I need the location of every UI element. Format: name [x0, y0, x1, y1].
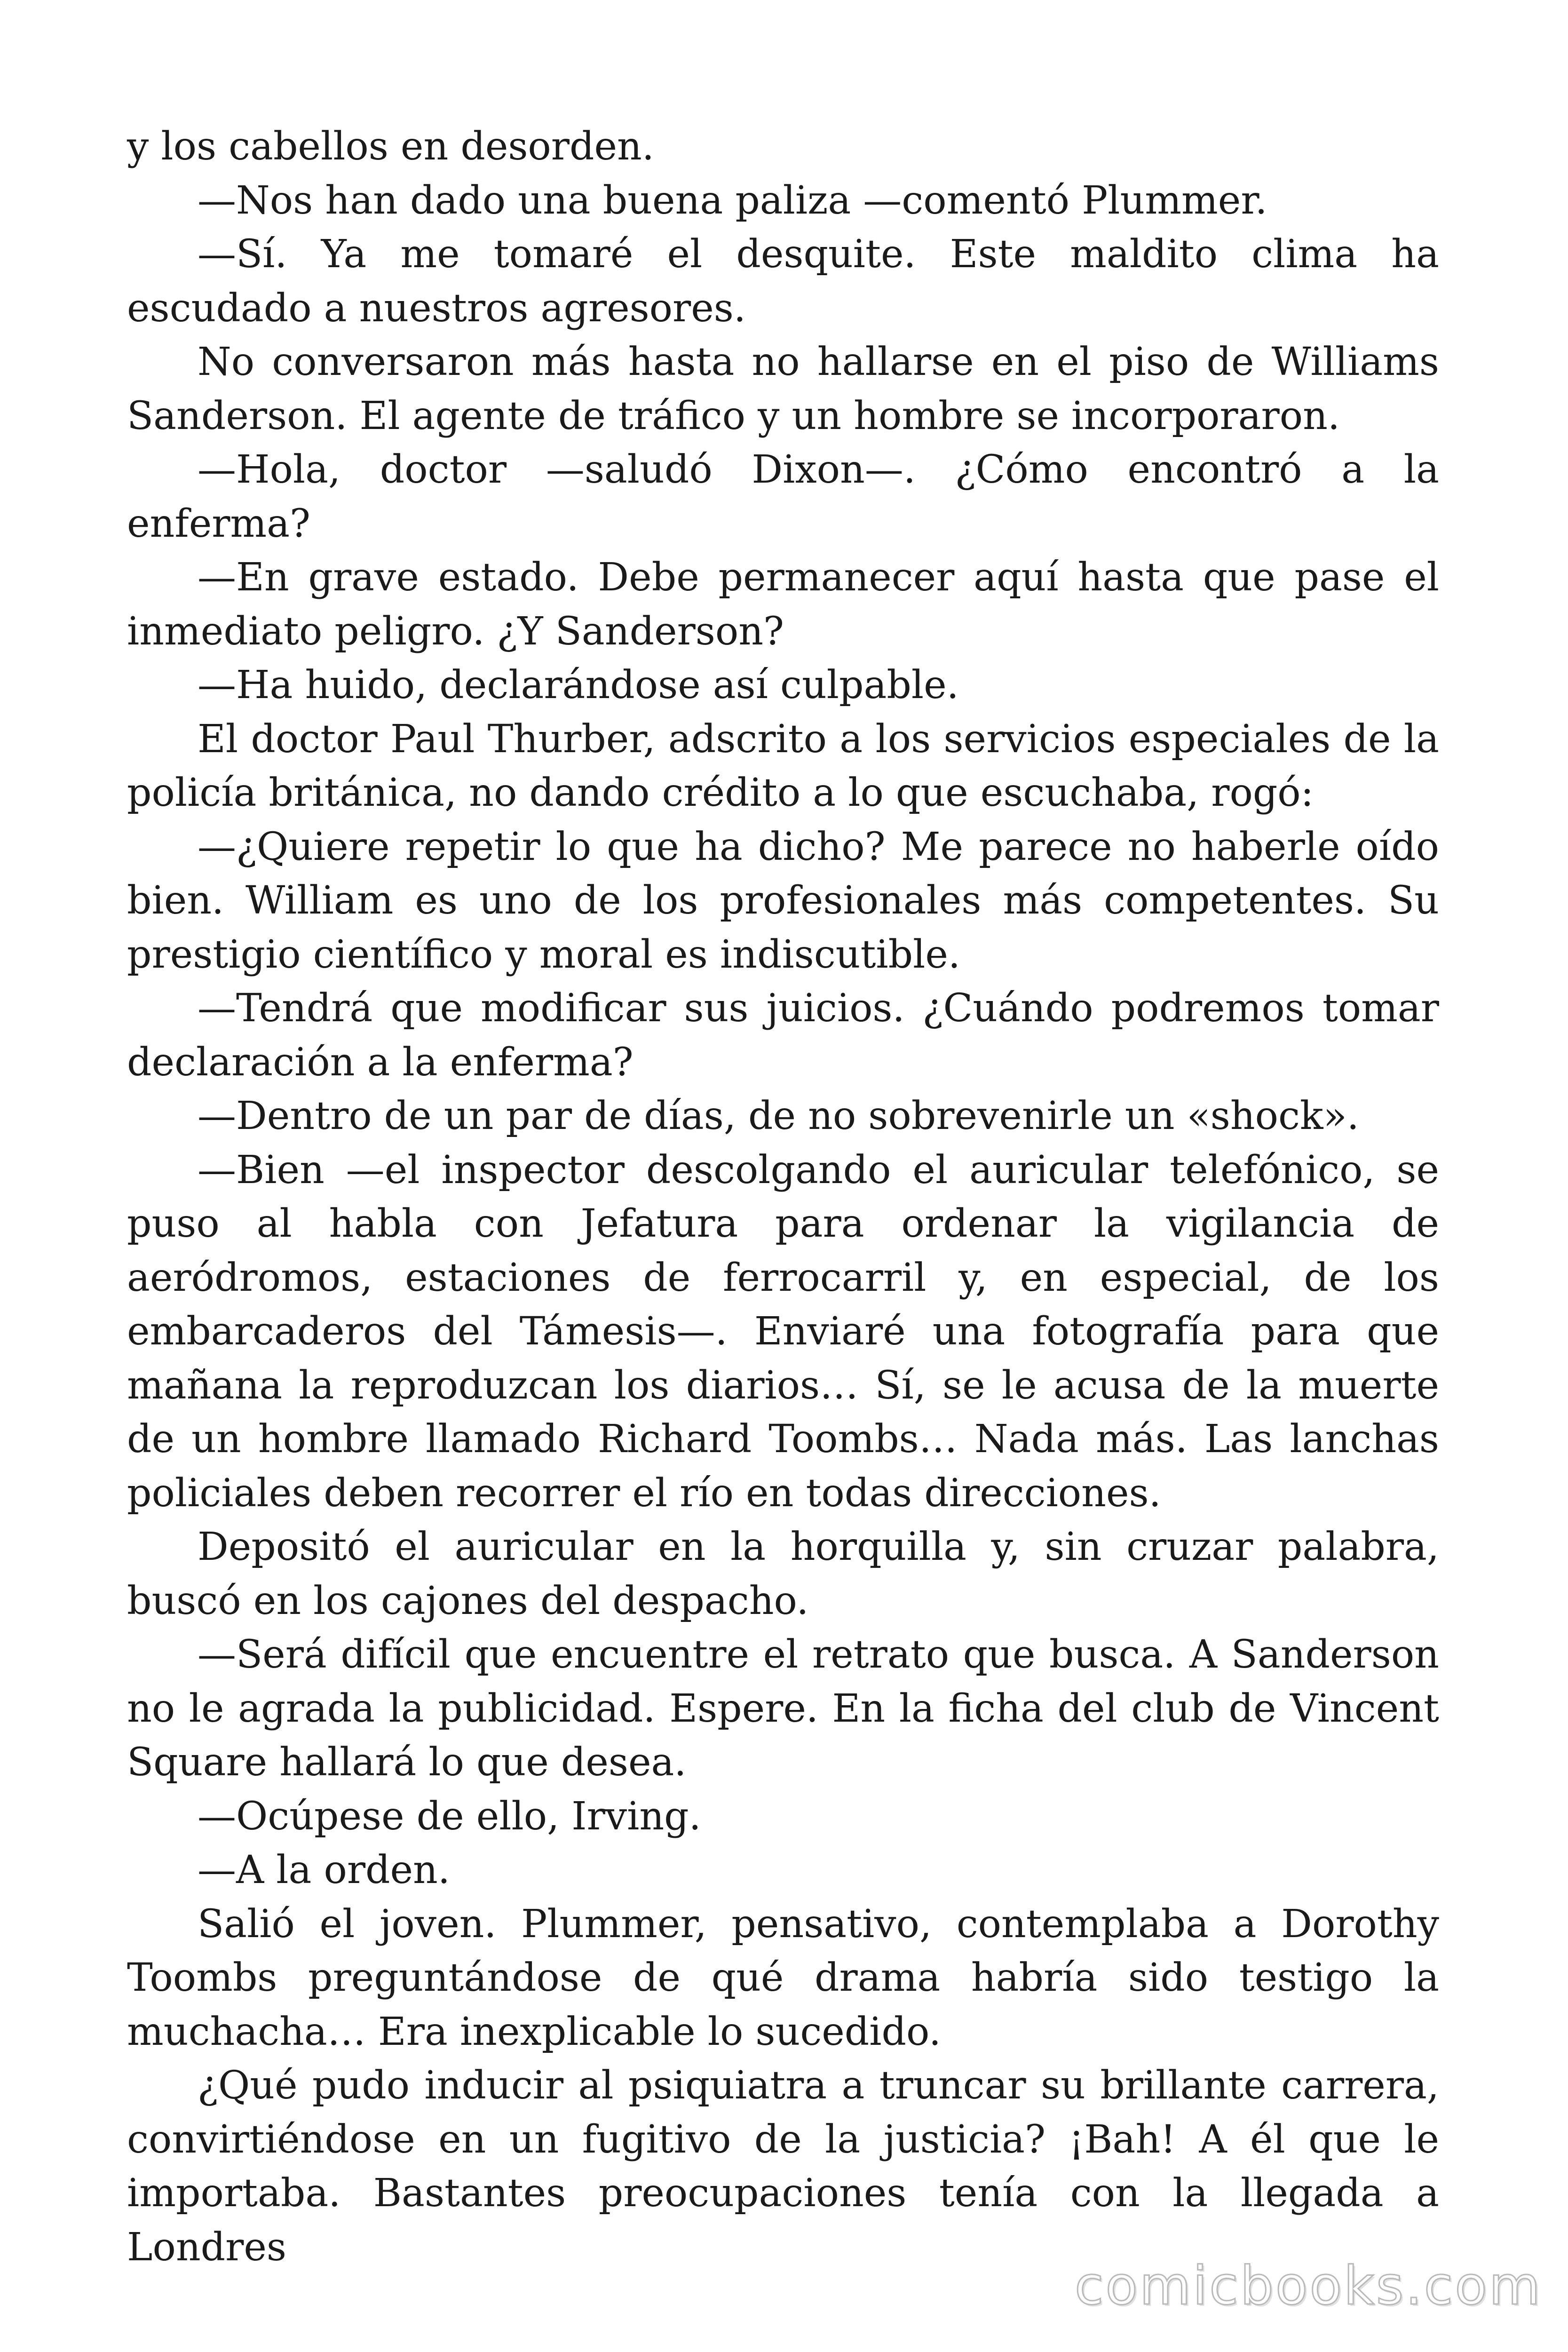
paragraph: —En grave estado. Debe permanecer aquí hasta que pase el inmediato peligro. ¿Y Sanderson? [127, 555, 1439, 654]
paragraph: —Nos han dado una buena paliza —comentó Plummer. [198, 178, 1267, 223]
paragraph: ¿Qué pudo inducir al psiquiatra a truncar su brillante carrera, convirtiéndose en un fugitivo de la justicia? ¡Bah! A él que le importaba. Bastantes preocupaciones tenía con la llegada a Londres [127, 2063, 1439, 2270]
paragraph: Salió el joven. Plummer, pensativo, contemplaba a Dorothy Toombs preguntándose de qué drama habría sido testigo la muchacha… Era inexplicable lo sucedido. [127, 1901, 1439, 2054]
paragraph: —¿Quiere repetir lo que ha dicho? Me parece no haberle oído bien. William es uno de los profesionales más competentes. Su prestigio científico y moral es indiscutible. [127, 824, 1439, 977]
paragraph: —Tendrá que modificar sus juicios. ¿Cuándo podremos tomar declaración a la enferma? [127, 986, 1439, 1085]
watermark: comicbooks.com [1074, 2256, 1542, 2317]
paragraph: y los cabellos en desorden. [127, 124, 654, 169]
paragraph: —Ha huido, declarándose así culpable. [198, 663, 959, 707]
paragraph: El doctor Paul Thurber, adscrito a los servicios especiales de la policía británica, no dando crédito a lo que escuchaba, rogó: [127, 716, 1439, 815]
paragraph: No conversaron más hasta no hallarse en el piso de Williams Sanderson. El agente de tráfico y un hombre se incorporaron. [127, 340, 1439, 438]
paragraph: —A la orden. [198, 1848, 450, 1892]
paragraph: —Ocúpese de ello, Irving. [198, 1794, 701, 1839]
paragraph: —Dentro de un par de días, de no sobrevenirle un «shock». [198, 1094, 1359, 1138]
paragraph: —Hola, doctor —saludó Dixon—. ¿Cómo encontró a la enferma? [127, 447, 1439, 546]
paragraph: Depositó el auricular en la horquilla y, sin cruzar palabra, buscó en los cajones del despacho. [127, 1525, 1439, 1623]
paragraph: —Bien —el inspector descolgando el auricular telefónico, se puso al habla con Jefatura para ordenar la vigilancia de aeródromos, estaciones de ferrocarril y, en especial, de los embarcaderos del Támesis—. Enviaré una fotografía para que mañana la reproduzcan los diarios… Sí, se le acusa de la muerte de un hombre llamado Richard Toombs… Nada más. Las lanchas policiales deben recorrer el río en todas direcciones. [127, 1147, 1439, 1516]
paragraph: —Sí. Ya me tomaré el desquite. Este maldito clima ha escudado a nuestros agresores. [127, 232, 1439, 331]
page-body [127, 120, 1439, 2274]
paragraph: —Será difícil que encuentre el retrato que busca. A Sanderson no le agrada la publicidad. Espere. En la ficha del club de Vincent Square hallará lo que desea. [127, 1632, 1439, 1785]
